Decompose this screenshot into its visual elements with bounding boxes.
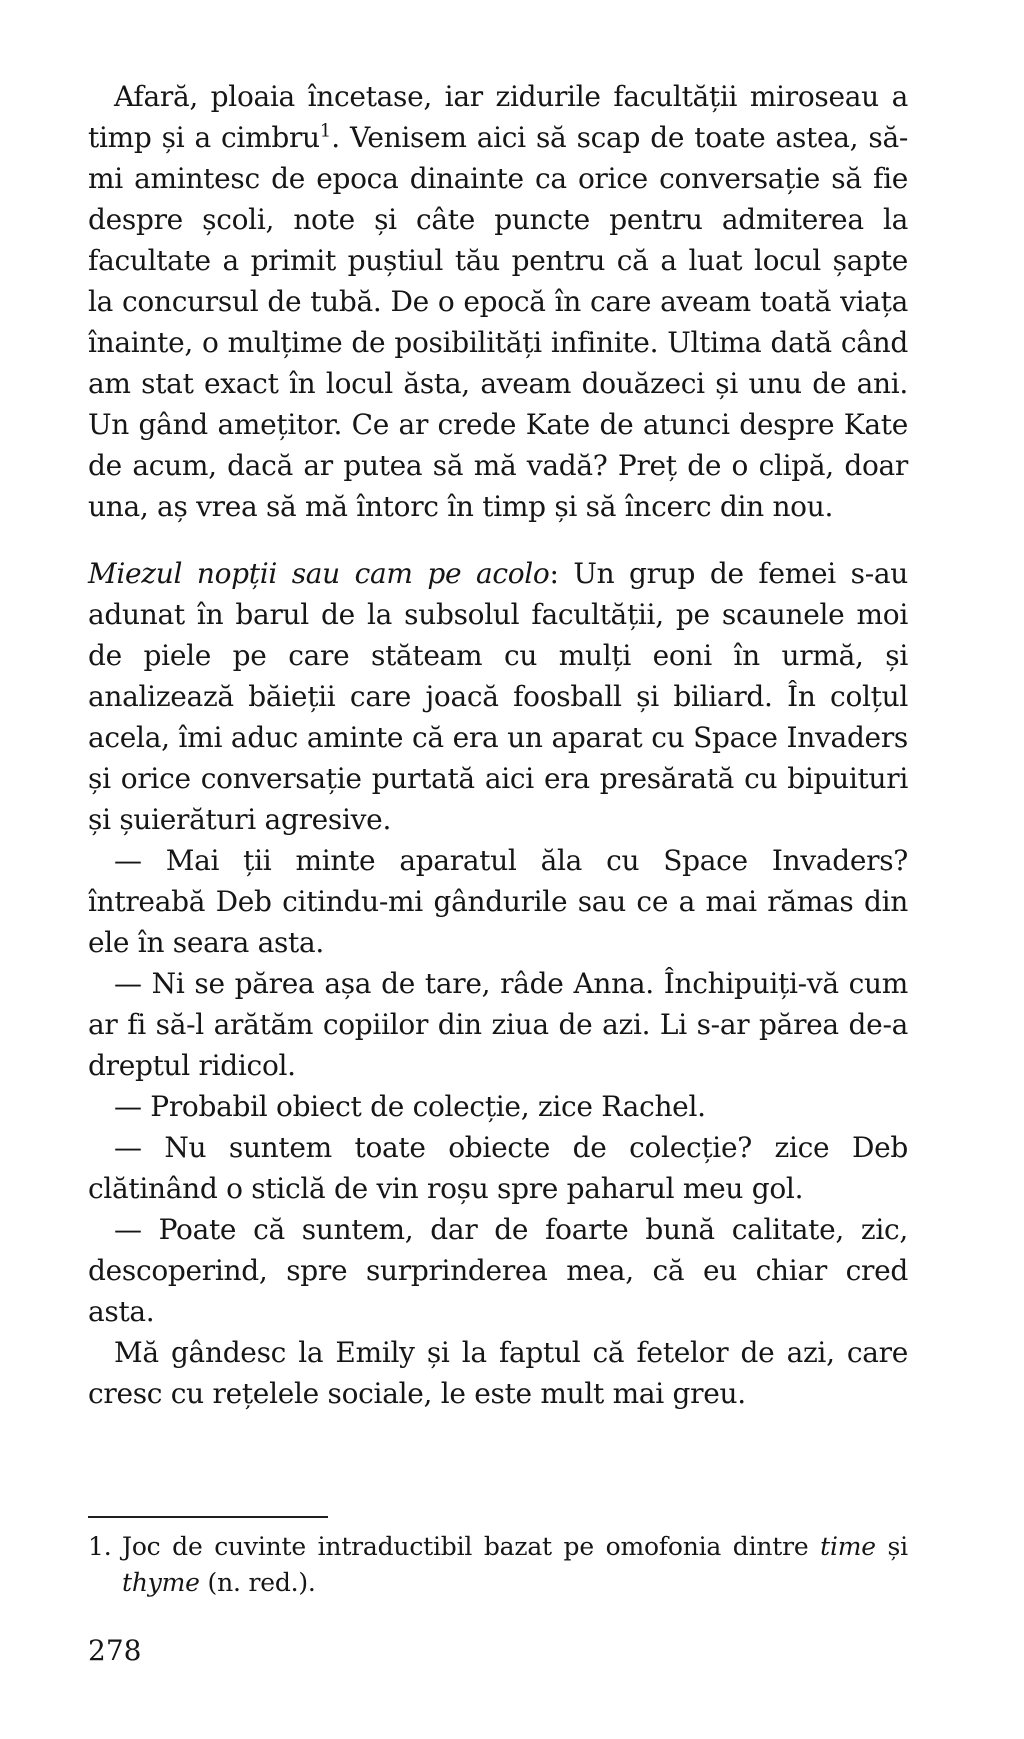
paragraph-opening [88, 76, 908, 527]
footnote-reference: 1 [319, 120, 332, 142]
footnote-item [88, 1529, 908, 1601]
paragraph-midnight-scene [88, 553, 908, 840]
footnote-text-segment: (n. red.). [199, 1568, 316, 1597]
scene-lead-in-italic: Miezul nopții sau cam pe acolo [88, 557, 550, 590]
footnote-text [122, 1529, 908, 1601]
footnote-word-time-italic: time [820, 1532, 876, 1561]
paragraph-text: — Nu suntem toate obiecte de colecție? zice Deb clătinând o sticlă de vin roșu spre paharul meu gol. [88, 1131, 908, 1205]
paragraph-text: — Mai ții minte aparatul ăla cu Space Invaders? întreabă Deb citindu-mi gândurile sau ce a mai rămas din ele în seara asta. [88, 844, 908, 959]
paragraph-text: — Probabil obiect de colecție, zice Rachel. [114, 1090, 706, 1123]
paragraph-dialogue-anna [88, 963, 908, 1086]
main-text-block [88, 76, 908, 1414]
paragraph-text: Afară, ploaia încetase, iar zidurile facultății miroseau a timp și a cimbru [88, 80, 908, 154]
footnote-text-segment: Joc de cuvinte intraductibil bazat pe omofonia dintre [122, 1532, 821, 1561]
paragraph-dialogue-narrator [88, 1209, 908, 1332]
paragraph-text: — Poate că suntem, dar de foarte bună calitate, zic, descoperind, spre surprinderea mea, că eu chiar cred asta. [88, 1213, 908, 1328]
footnote [88, 1516, 908, 1601]
footnote-word-thyme-italic: thyme [122, 1568, 200, 1597]
paragraph-dialogue-rachel [88, 1086, 908, 1127]
paragraph-text: Mă gândesc la Emily și la faptul că fetelor de azi, care cresc cu rețelele sociale, le este mult mai greu. [88, 1336, 908, 1410]
paragraph-text: : Un grup de femei s-au adunat în barul de la subsolul facultății, pe scaunele moi de piele pe care stăteam cu mulți eoni în urmă, și analizează băieții care joacă foosball și biliard. În colțul acela, îmi aduc aminte că era un aparat cu Space Invaders și orice conversație purtată aici era presărată cu bipuituri și șuierături agresive. [88, 557, 908, 836]
paragraph-text: — Ni se părea așa de tare, râde Anna. Închipuiți-vă cum ar fi să-l arătăm copiilor din ziua de azi. Li s-ar părea de-a dreptul ridicol. [88, 967, 908, 1082]
footnote-text-segment: și [875, 1532, 908, 1561]
paragraph-text: . Venisem aici să scap de toate astea, să-mi amintesc de epoca dinainte ca orice conversație să fie despre școli, note și câte puncte pentru admiterea la facultate a primit puștiul tău pentru că a luat locul șapte la concursul de tubă. De o epocă în care aveam toată viața înainte, o mulțime de posibilități infinite. Ultima dată când am stat exact în locul ăsta, aveam douăzeci și unu de ani. Un gând amețitor. Ce ar crede Kate de atunci despre Kate de acum, dacă ar putea să mă vadă? Preț de o clipă, doar una, aș vrea să mă întorc în timp și să încerc din nou. [88, 121, 908, 523]
paragraph-closing-thought [88, 1332, 908, 1414]
paragraph-dialogue-deb-question [88, 840, 908, 963]
footnote-divider [88, 1516, 328, 1518]
page-number: 278 [88, 1634, 142, 1667]
footnote-marker: 1. [88, 1532, 112, 1561]
paragraph-dialogue-deb-wine [88, 1127, 908, 1209]
